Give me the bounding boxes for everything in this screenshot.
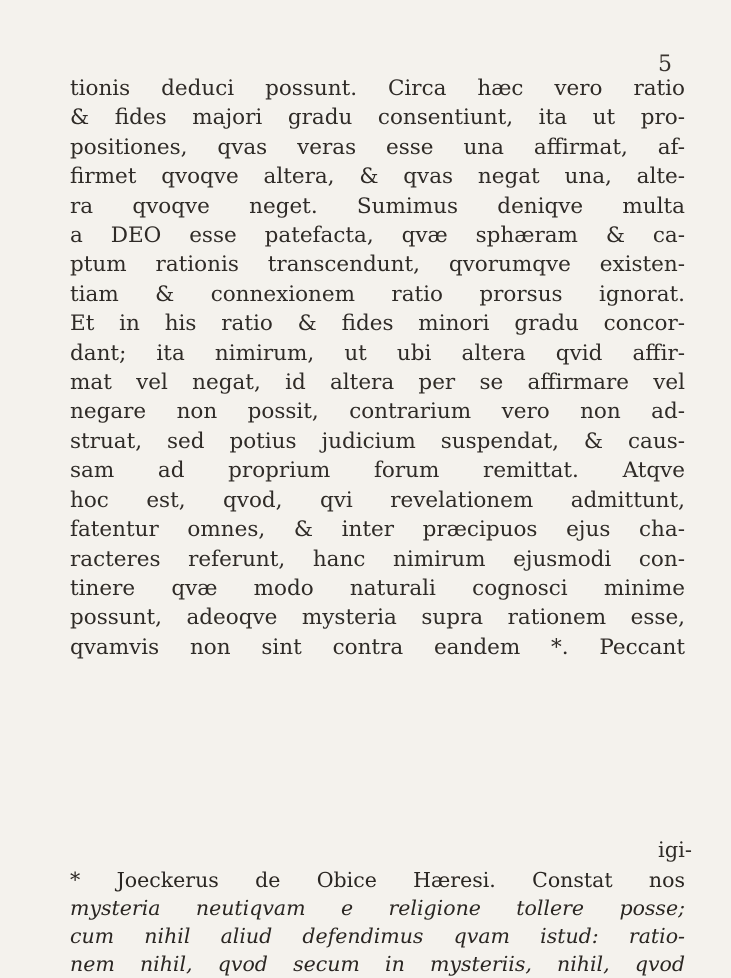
text-line: positiones, qvas veras esse una affirmat, af-	[70, 134, 685, 160]
footnote	[70, 866, 685, 978]
text-line: tiam & connexionem ratio prorsus ignorat.	[70, 281, 685, 307]
text-line: tinere qvæ modo naturali cognosci minime	[70, 575, 685, 601]
page-number: 5	[658, 52, 672, 77]
body-text	[70, 74, 685, 662]
text-line: possunt, adeoqve mysteria supra rationem esse,	[70, 605, 685, 631]
text-line: dant; ita nimirum, ut ubi altera qvid affir-	[70, 340, 685, 366]
catchword: igi-	[658, 838, 692, 862]
text-line: qvamvis non sint contra eandem *. Peccant	[70, 634, 685, 660]
text-line: negare non possit, contrarium vero non ad-	[70, 399, 685, 425]
text-line: tionis deduci possunt. Circa hæc vero ratio	[70, 76, 685, 101]
text-line: & fides majori gradu consentiunt, ita ut pro-	[70, 105, 685, 131]
text-line: ptum rationis transcendunt, qvorumqve existen-	[70, 252, 685, 278]
text-line: a DEO esse patefacta, qvæ sphæram & ca-	[70, 223, 685, 249]
text-line: ra qvoqve neget. Sumimus deniqve multa	[70, 193, 685, 219]
text-line: fatentur omnes, & inter præcipuos ejus cha-	[70, 517, 685, 543]
text-line: mat vel negat, id altera per se affirmare vel	[70, 370, 685, 396]
footnote-line-italic: mysteria neutiqvam e religione tollere posse;	[70, 896, 685, 920]
text-line: racteres referunt, hanc nimirum ejusmodi con-	[70, 546, 685, 572]
text-line: struat, sed potius judicium suspendat, & caus-	[70, 428, 685, 454]
text-line: sam ad proprium forum remittat. Atqve	[70, 458, 685, 484]
text-line: Et in his ratio & fides minori gradu concor-	[70, 311, 685, 337]
text-line: hoc est, qvod, qvi revelationem admittunt,	[70, 487, 685, 513]
text-line: firmet qvoqve altera, & qvas negat una, alte-	[70, 164, 685, 190]
footnote-line: * Joeckerus de Obice Hæresi. Constat nos	[70, 868, 685, 892]
footnote-line-italic: cum nihil aliud defendimus qvam istud: ratio-	[70, 924, 685, 948]
footnote-line-italic: nem nihil, qvod secum in mysteriis, nihil, qvod	[70, 952, 685, 976]
